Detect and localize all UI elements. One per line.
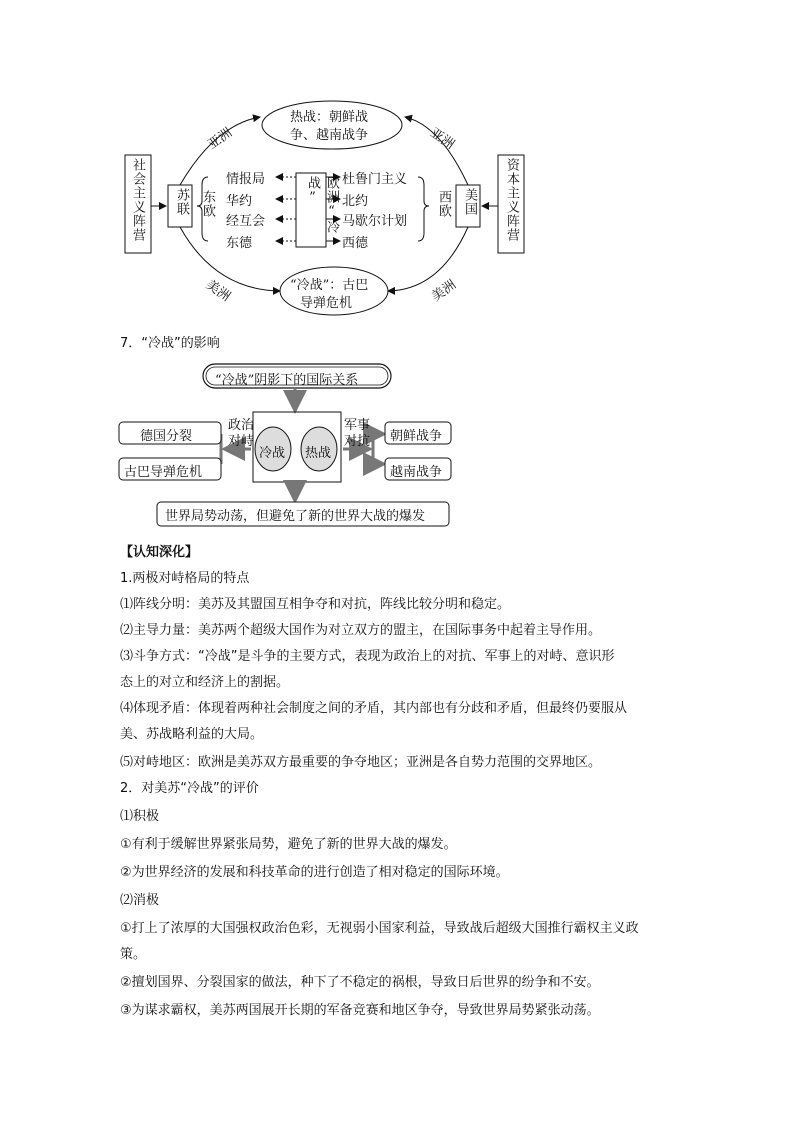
asia-left-label: 亚洲 — [205, 125, 236, 153]
section-7-title: 7．“冷战”的影响 — [120, 336, 220, 351]
p1-item-1: ⑴阵线分明：美苏及其盟国互相争夺和对抗，阵线比较分明和稳定。 — [120, 597, 511, 612]
p1-item-5: ⑸对峙地区：欧洲是美苏双方最重要的争夺地区；亚洲是各自势力范围的交界地区。 — [120, 755, 602, 770]
p1-item-4b: 美、苏战略利益的大局。 — [120, 727, 264, 742]
right-item-2: 北约 — [342, 194, 369, 209]
vietnam-war-label: 越南战争 — [390, 465, 443, 480]
p2-negative: ⑵消极 — [120, 893, 160, 908]
political-label-1: 政治 — [228, 418, 255, 433]
p2-negative-3: ③为谋求霸权，美苏两国展开长期的军备竞赛和地区争夺，导致世界局势紧张动荡。 — [120, 1003, 600, 1018]
usa-label: 美国 — [462, 188, 477, 216]
p1-title: 1.两极对峙格局的特点 — [120, 571, 250, 586]
left-item-2: 华约 — [226, 194, 253, 209]
left-item-4: 东德 — [226, 236, 253, 251]
p2-negative-2: ②擅划国界、分裂国家的做法，种下了不稳定的祸根，导致日后世界的纷争和不安。 — [120, 975, 600, 990]
asia-right-label: 亚洲 — [426, 125, 457, 153]
cuba-line1: “冷战”：古巴 — [290, 278, 369, 293]
p1-item-4a: ⑷体现矛盾：体现着两种社会制度之间的矛盾，其内部也有分歧和矛盾，但最终仍要服从 — [120, 701, 628, 716]
hot-war-line2: 争、越南战争 — [290, 128, 369, 143]
military-label-1: 军事 — [344, 418, 371, 433]
p2-positive-2: ②为世界经济的发展和科技革命的进行创造了相对稳定的国际环境。 — [120, 865, 509, 880]
europe-cold-war-label: 欧洲“冷战” — [305, 176, 339, 234]
p1-item-2: ⑵主导力量：美苏两个超级大国作为对立双方的盟主，在国际事务中起着主导作用。 — [120, 623, 602, 638]
cold-war-label: 冷战 — [259, 446, 286, 461]
hot-war-label: 热战 — [305, 446, 332, 461]
soviet-label: 苏联 — [174, 188, 189, 216]
curve-bottom-right — [388, 227, 468, 291]
left-item-3: 经互会 — [226, 214, 266, 229]
right-camp-label: 资本主义阵营 — [504, 158, 519, 242]
deepen-heading: 【认知深化】 — [120, 545, 199, 560]
right-brace — [418, 177, 429, 241]
p2-title: 2．对美苏“冷战”的评价 — [120, 781, 259, 796]
top-box-label: “冷战”阴影下的国际关系 — [215, 373, 359, 388]
p2-positive: ⑴积极 — [120, 809, 160, 824]
cuba-line2: 导弹危机 — [300, 296, 353, 311]
bottom-box-label: 世界局势动荡，但避免了新的世界大战的爆发 — [165, 509, 426, 524]
political-label-2: 对峙 — [228, 434, 255, 449]
west-europe-label: 西欧 — [436, 190, 451, 218]
left-item-1: 情报局 — [226, 172, 266, 187]
cuba-crisis-label: 古巴导弹危机 — [124, 465, 203, 480]
right-item-3: 马歇尔计划 — [342, 214, 408, 229]
america-right-label: 美洲 — [429, 277, 460, 305]
right-item-1: 杜鲁门主义 — [342, 172, 408, 187]
p2-positive-1: ①有利于缓解世界紧张局势，避免了新的世界大战的爆发。 — [120, 837, 457, 852]
military-label-2: 对抗 — [344, 434, 371, 449]
korean-war-label: 朝鲜战争 — [390, 429, 443, 444]
p1-item-3a: ⑶斗争方式：“冷战”是斗争的主要方式，表现为政治上的对抗、军事上的对峙、意识形 — [120, 649, 615, 664]
hot-war-line1: 热战：朝鲜战 — [290, 110, 369, 125]
p2-negative-1a: ①打上了浓厚的大国强权政治色彩，无视弱小国家利益，导致战后超级大国推行霸权主义政 — [120, 921, 639, 936]
germany-split-label: 德国分裂 — [140, 429, 193, 444]
east-europe-label: 东欧 — [200, 190, 215, 218]
right-item-4: 西德 — [342, 236, 369, 251]
left-camp-label: 社会主义阵营 — [130, 158, 145, 242]
p2-negative-1b: 策。 — [120, 947, 147, 962]
p1-item-3b: 态上的对立和经济上的割据。 — [120, 675, 290, 690]
america-left-label: 美洲 — [202, 277, 233, 305]
